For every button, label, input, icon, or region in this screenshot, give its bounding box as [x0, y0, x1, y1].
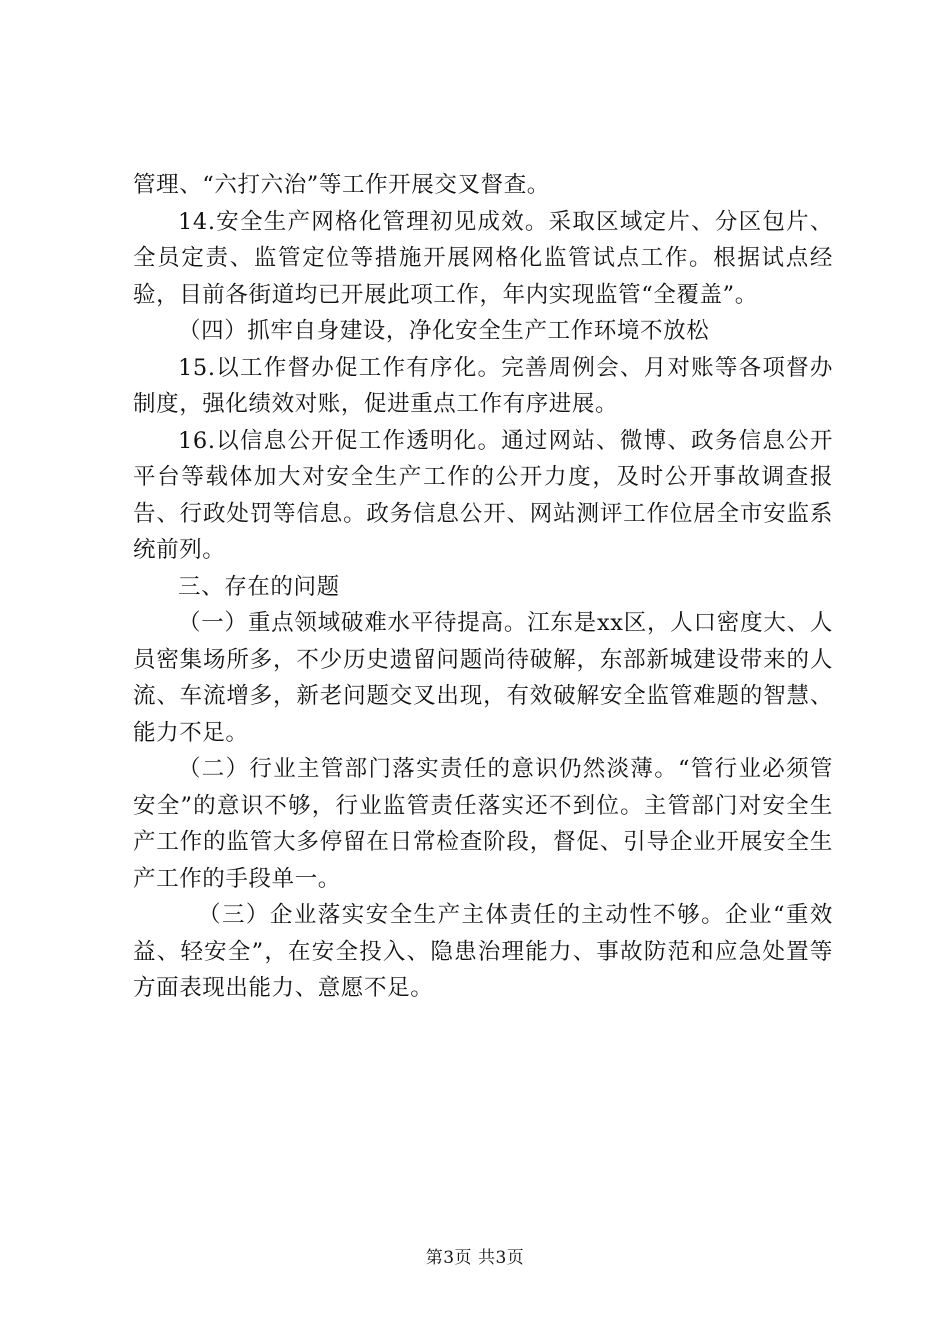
paragraph-problem-3: （三）企业落实安全生产主体责任的主动性不够。企业“重效益、轻安全”，在安全投入、隐患治理能力、事故防范和应急处置等方面表现出能力、意愿不足。 [133, 902, 833, 1001]
section-heading-problems: 三、存在的问题 [178, 573, 340, 600]
section-heading-4: （四）抓牢自身建设，净化安全生产工作环境不放松 [178, 318, 710, 344]
paragraph-problem-2: （二）行业主管部门落实责任的意识仍然淡薄。“管行业必须管安全”的意识不够，行业监管责任落实还不到位。主管部门对安全生产工作的监管大多停留在日常检查阶段，督促、引导企业开展安全生产工作的手段单一。 [133, 756, 833, 892]
paragraph-item-15: 15.以工作督办促工作有序化。完善周例会、月对账等各项督办制度，强化绩效对账，促进重点工作有序进展。 [133, 354, 833, 417]
paragraph-item-16: 16.以信息公开促工作透明化。通过网站、微博、政务信息公开平台等载体加大对安全生产工作的公开力度，及时公开事故调查报告、行政处罚等信息。政务信息公开、网站测评工作位居全市安监系统前列。 [133, 427, 833, 563]
paragraph-continuation: 管理、“六打六治”等工作开展交叉督查。 [133, 172, 550, 198]
page-number: 第3页 共3页 [425, 1248, 525, 1268]
paragraph-item-14: 14.安全生产网格化管理初见成效。采取区域定片、分区包片、全员定责、监管定位等措施开展网格化监管试点工作。根据试点经验，目前各街道均已开展此项工作，年内实现监管“全覆盖”。 [133, 208, 833, 308]
paragraph-problem-1: （一）重点领域破难水平待提高。江东是xx区，人口密度大、人员密集场所多，不少历史遗留问题尚待破解，东部新城建设带来的人流、车流增多，新老问题交叉出现，有效破解安全监管难题的智慧、能力不足。 [133, 610, 833, 746]
document-body [133, 167, 833, 1007]
